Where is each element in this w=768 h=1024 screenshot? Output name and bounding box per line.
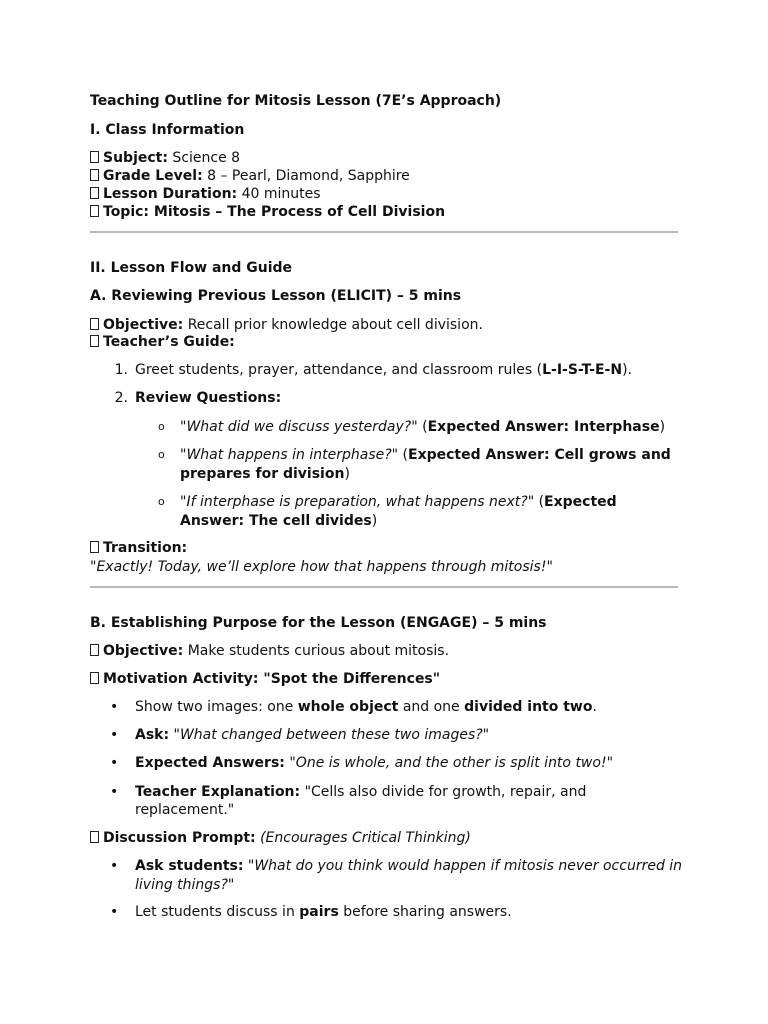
bullet-icon: •	[110, 699, 119, 715]
bullet-icon: •	[110, 904, 119, 920]
topic-line: Topic: Mitosis – The Process of Cell Division	[90, 203, 445, 221]
discussion-prompt-label: Discussion Prompt: (Encourages Critical Thinking)	[90, 829, 471, 847]
section-b-objective: Objective: Make students curious about mitosis.	[90, 642, 449, 660]
checkbox-icon	[90, 187, 99, 199]
checkbox-icon	[90, 831, 99, 843]
circle-bullet-icon: o	[158, 448, 165, 461]
teachers-guide-label: Teacher’s Guide:	[90, 333, 235, 351]
document-title: Teaching Outline for Mitosis Lesson (7E’s Approach)	[90, 93, 502, 109]
transition-label: Transition:	[90, 539, 187, 557]
grade-level-line: Grade Level: 8 – Pearl, Diamond, Sapphire	[90, 167, 410, 185]
bullet-icon: •	[110, 755, 119, 771]
checkbox-icon	[90, 335, 99, 347]
duration-line: Lesson Duration: 40 minutes	[90, 185, 321, 203]
circle-bullet-icon: o	[158, 495, 165, 508]
divider	[90, 586, 678, 588]
class-info-heading: I. Class Information	[90, 122, 245, 138]
lesson-flow-heading: II. Lesson Flow and Guide	[90, 260, 293, 276]
checkbox-icon	[90, 672, 99, 684]
bullet-icon: •	[110, 784, 119, 800]
checkbox-icon	[90, 205, 99, 217]
divider	[90, 231, 678, 233]
bullet-icon: •	[110, 858, 119, 874]
circle-bullet-icon: o	[158, 420, 165, 433]
checkbox-icon	[90, 318, 99, 330]
bullet-icon: •	[110, 727, 119, 743]
checkbox-icon	[90, 541, 99, 553]
section-a-objective: Objective: Recall prior knowledge about cell division.	[90, 316, 483, 334]
transition-text: "Exactly! Today, we’ll explore how that happens through mitosis!"	[90, 559, 553, 575]
checkbox-icon	[90, 644, 99, 656]
section-a-heading: A. Reviewing Previous Lesson (ELICIT) – 5 mins	[90, 288, 462, 304]
checkbox-icon	[90, 151, 99, 163]
section-b-heading: B. Establishing Purpose for the Lesson (ENGAGE) – 5 mins	[90, 615, 547, 631]
checkbox-icon	[90, 169, 99, 181]
subject-line: Subject: Science 8	[90, 149, 240, 167]
motivation-activity-label: Motivation Activity: "Spot the Differences"	[90, 670, 440, 688]
